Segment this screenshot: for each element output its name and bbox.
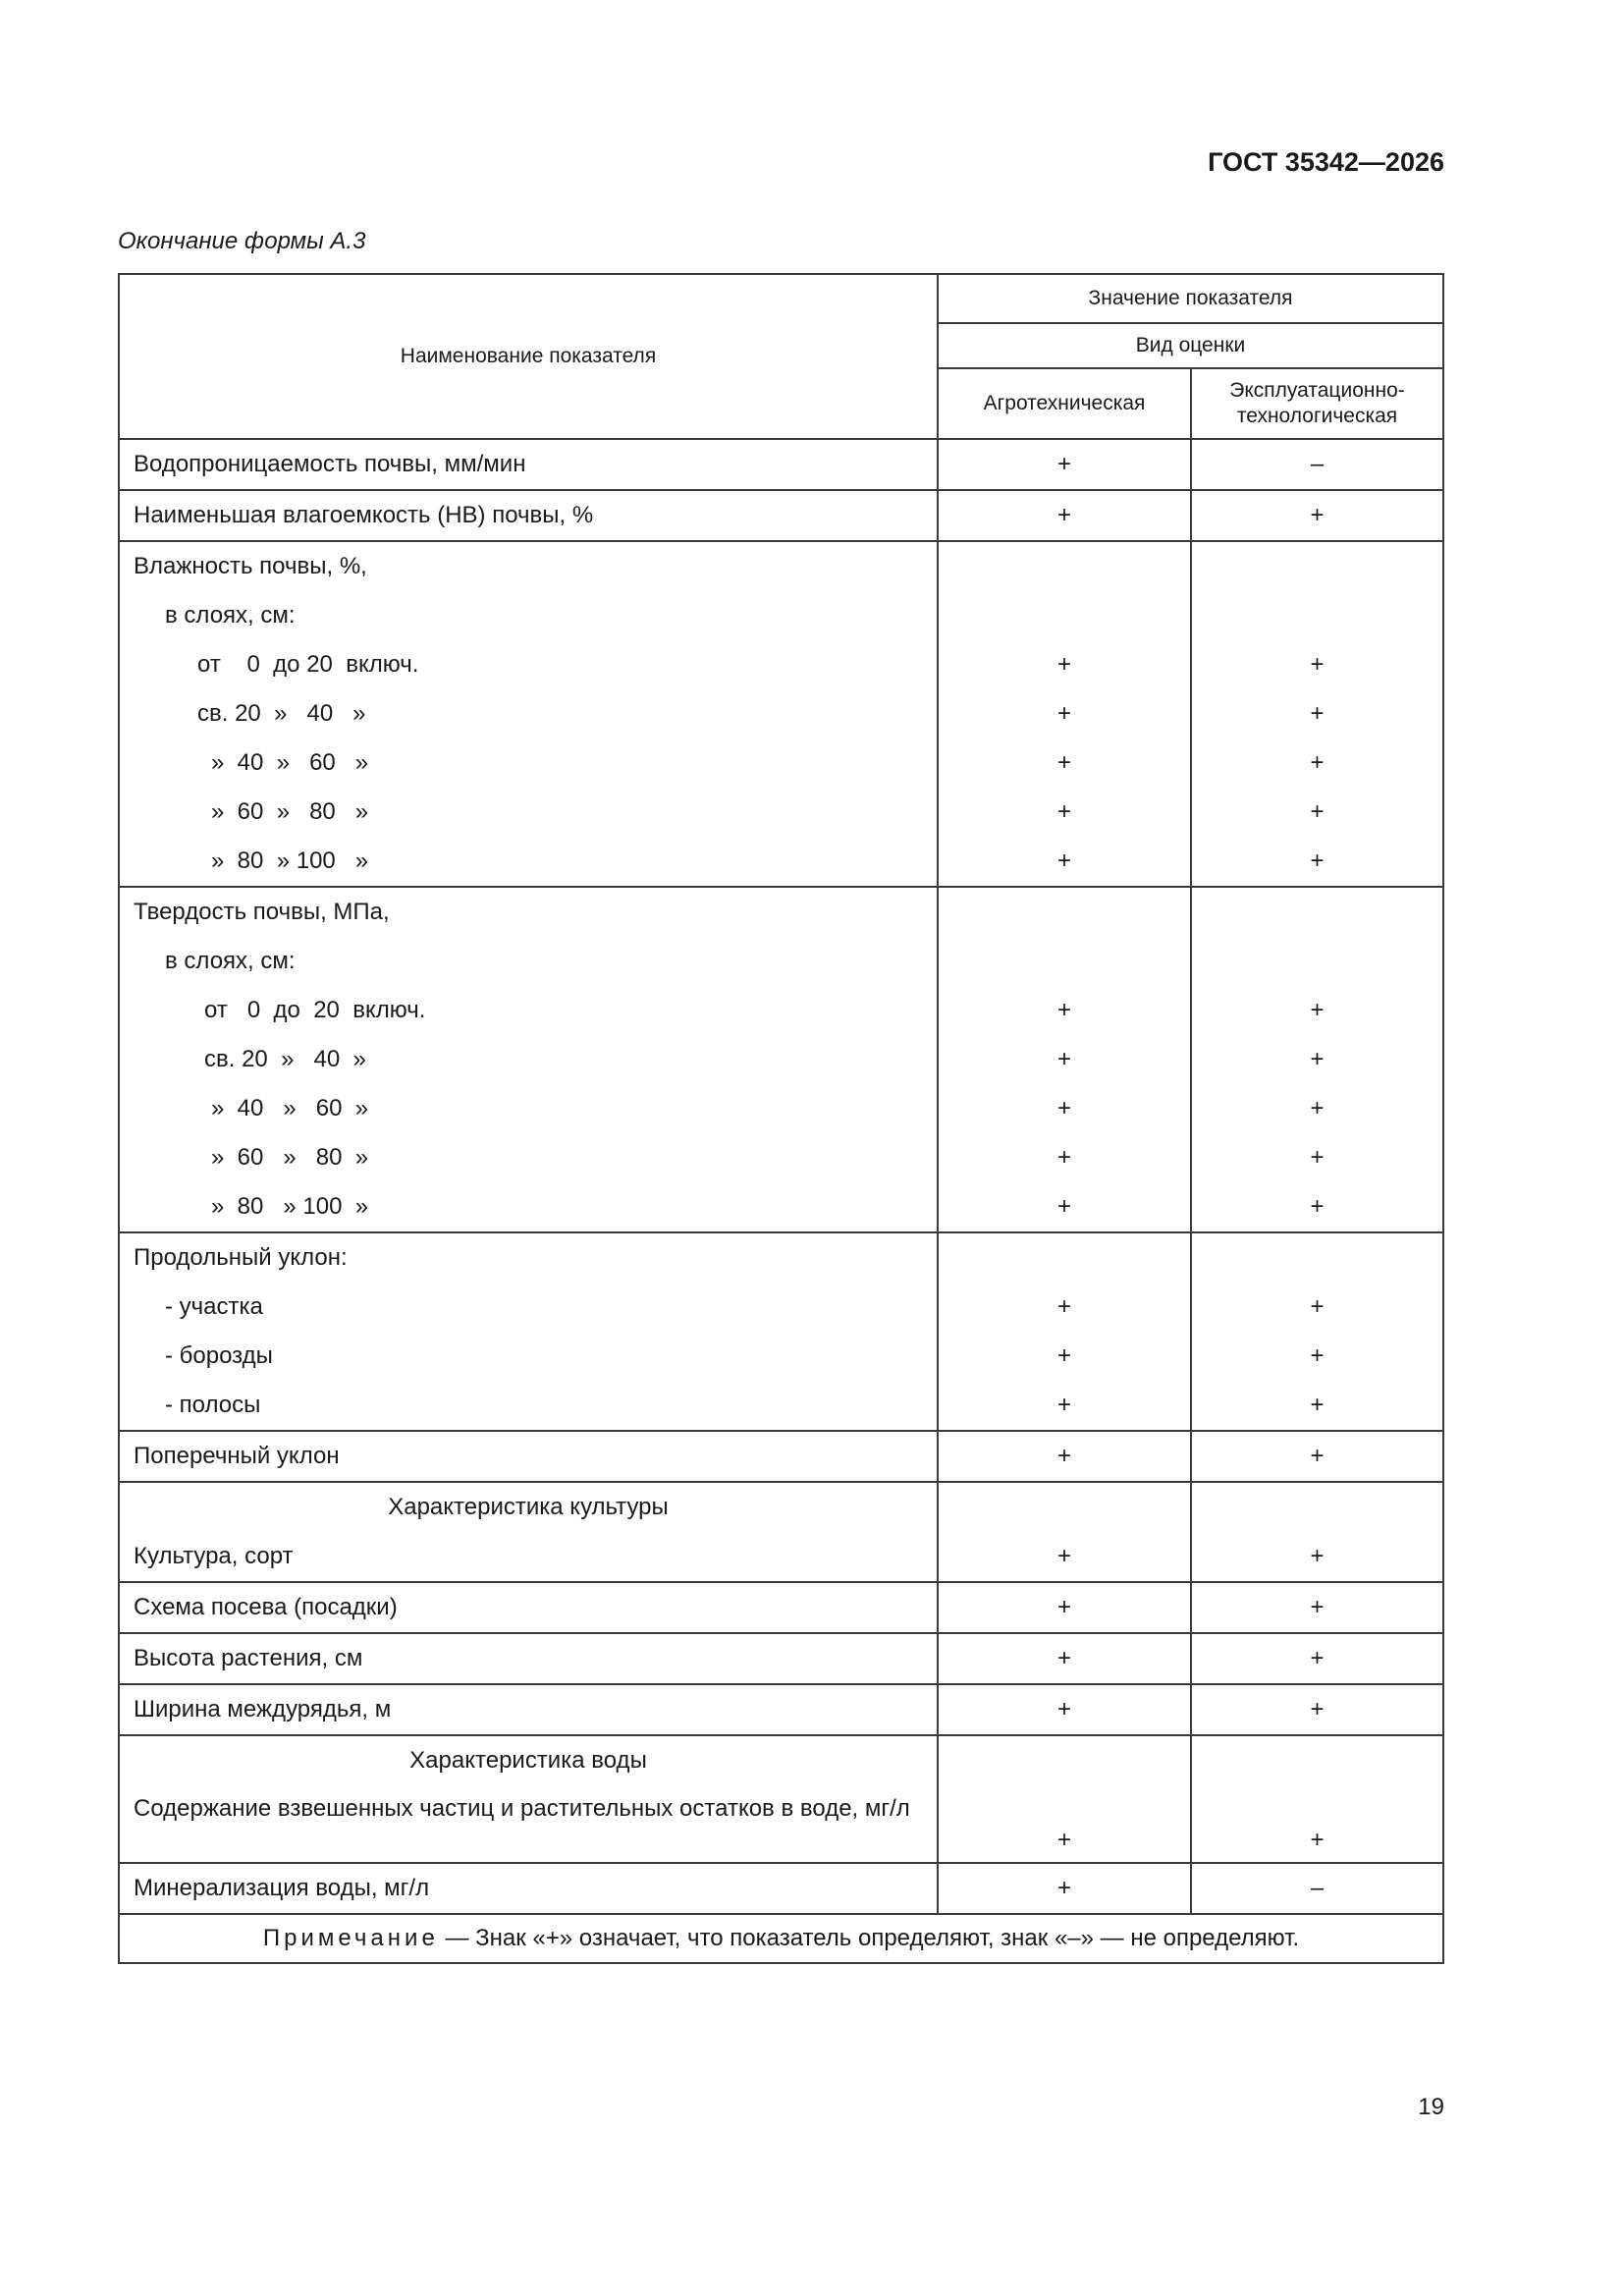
agro-mark: + xyxy=(1056,502,1071,528)
row-title: Продольный уклон: xyxy=(134,1244,348,1271)
expl-mark: + xyxy=(1310,1144,1325,1171)
expl-mark: + xyxy=(1310,1392,1325,1418)
header-agro: Агротехническая xyxy=(938,368,1191,439)
row-name: Схема посева (посадки) xyxy=(134,1594,398,1620)
expl-mark: + xyxy=(1310,700,1325,727)
agro-mark: + xyxy=(1056,1392,1071,1418)
row-title: Влажность почвы, %, xyxy=(134,553,367,579)
row-name: Водопроницаемость почвы, мм/мин xyxy=(134,451,526,477)
expl-mark: + xyxy=(1310,651,1325,678)
agro-mark: + xyxy=(1056,451,1071,477)
agro-mark: + xyxy=(1056,1645,1071,1671)
agro-mark: + xyxy=(1056,1594,1071,1620)
expl-mark: + xyxy=(1310,847,1325,874)
table-note-row xyxy=(119,1914,1443,1963)
agro-mark: + xyxy=(1056,798,1071,825)
layer-label: » 60 » 80 » xyxy=(211,1144,369,1171)
table-row xyxy=(119,1633,1443,1684)
table-note xyxy=(119,1914,1443,1963)
table-row xyxy=(119,1863,1443,1914)
agro-mark: + xyxy=(1056,1095,1071,1121)
agro-mark: + xyxy=(1056,1543,1071,1569)
agro-mark: + xyxy=(1056,651,1071,678)
form-caption: Окончание формы А.3 xyxy=(118,228,366,254)
expl-mark: + xyxy=(1310,1342,1325,1369)
agro-mark: + xyxy=(1056,1696,1071,1722)
header-exploit-line2: технологическая xyxy=(1236,405,1398,427)
table-row-slope xyxy=(119,1232,1443,1431)
table-row-hardness xyxy=(119,887,1443,1232)
expl-mark: + xyxy=(1310,1594,1325,1620)
row-subtitle: в слоях, см: xyxy=(165,602,296,629)
expl-mark: + xyxy=(1310,1827,1325,1853)
row-name: Культура, сорт xyxy=(134,1543,294,1569)
expl-mark: + xyxy=(1310,1696,1325,1722)
row-name: Содержание взвешенных частиц и растительных остатков в воде, мг/л xyxy=(134,1795,910,1822)
agro-mark: + xyxy=(1056,749,1071,776)
page-number: 19 xyxy=(1418,2094,1444,2120)
table-row-culture xyxy=(119,1482,1443,1582)
row-subtitle: в слоях, см: xyxy=(165,948,296,974)
note-text: — Знак «+» означает, что показатель определяют, знак «–» — не определяют. xyxy=(438,1925,1300,1951)
expl-mark: + xyxy=(1310,502,1325,528)
agro-mark: + xyxy=(1056,1046,1071,1072)
layer-label: св. 20 » 40 » xyxy=(197,700,366,727)
expl-mark: – xyxy=(1310,1875,1325,1901)
table-row-moisture xyxy=(119,541,1443,887)
row-name: Высота растения, см xyxy=(134,1645,363,1671)
agro-mark: + xyxy=(1056,1293,1071,1320)
layer-label: » 40 » 60 » xyxy=(211,749,369,776)
expl-mark: + xyxy=(1310,1193,1325,1220)
table-row xyxy=(119,439,1443,490)
header-exploit-line1: Эксплуатационно- xyxy=(1229,379,1405,402)
expl-mark: + xyxy=(1310,1046,1325,1072)
layer-label: от 0 до 20 включ. xyxy=(197,651,419,678)
section-heading-water: Характеристика воды xyxy=(409,1747,647,1774)
layer-label: св. 20 » 40 » xyxy=(204,1046,366,1072)
slope-item-label: - борозды xyxy=(165,1342,273,1369)
layer-label: » 40 » 60 » xyxy=(211,1095,369,1121)
agro-mark: + xyxy=(1056,1443,1071,1469)
row-name: Поперечный уклон xyxy=(134,1443,340,1469)
row-name: Минерализация воды, мг/л xyxy=(134,1875,430,1901)
expl-mark: + xyxy=(1310,798,1325,825)
layer-label: от 0 до 20 включ. xyxy=(204,997,426,1023)
agro-mark: + xyxy=(1056,1827,1071,1853)
expl-mark: + xyxy=(1310,997,1325,1023)
indicators-table xyxy=(118,273,1444,1964)
table-row xyxy=(119,1684,1443,1735)
agro-mark: + xyxy=(1056,1193,1071,1220)
expl-mark: + xyxy=(1310,1293,1325,1320)
header-assessment-type: Вид оценки xyxy=(938,323,1443,368)
expl-mark: + xyxy=(1310,1543,1325,1569)
expl-mark: + xyxy=(1310,1645,1325,1671)
section-heading-culture: Характеристика культуры xyxy=(388,1494,669,1520)
standard-id: ГОСТ 35342—2026 xyxy=(1208,147,1444,177)
agro-mark: + xyxy=(1056,700,1071,727)
expl-mark: – xyxy=(1310,451,1325,477)
layer-label: » 60 » 80 » xyxy=(211,798,369,825)
expl-mark: + xyxy=(1310,1095,1325,1121)
table-row xyxy=(119,1582,1443,1633)
agro-mark: + xyxy=(1056,1875,1071,1901)
header-exploit xyxy=(1191,368,1443,439)
table-row xyxy=(119,490,1443,541)
layer-label: » 80 » 100 » xyxy=(211,847,369,874)
expl-mark: + xyxy=(1310,1443,1325,1469)
slope-item-label: - полосы xyxy=(165,1392,261,1418)
agro-mark: + xyxy=(1056,1342,1071,1369)
header-value-group: Значение показателя xyxy=(938,274,1443,323)
note-label: Примечание xyxy=(262,1925,439,1951)
slope-item-label: - участка xyxy=(165,1293,263,1320)
layer-label: » 80 » 100 » xyxy=(211,1193,369,1220)
agro-mark: + xyxy=(1056,1144,1071,1171)
table-row-water xyxy=(119,1735,1443,1863)
table-row xyxy=(119,1431,1443,1482)
agro-mark: + xyxy=(1056,847,1071,874)
row-title: Твердость почвы, МПа, xyxy=(134,899,390,925)
expl-mark: + xyxy=(1310,749,1325,776)
row-name: Наименьшая влагоемкость (НВ) почвы, % xyxy=(134,502,594,528)
header-indicator-name: Наименование показателя xyxy=(119,274,938,439)
agro-mark: + xyxy=(1056,997,1071,1023)
row-name: Ширина междурядья, м xyxy=(134,1696,392,1722)
